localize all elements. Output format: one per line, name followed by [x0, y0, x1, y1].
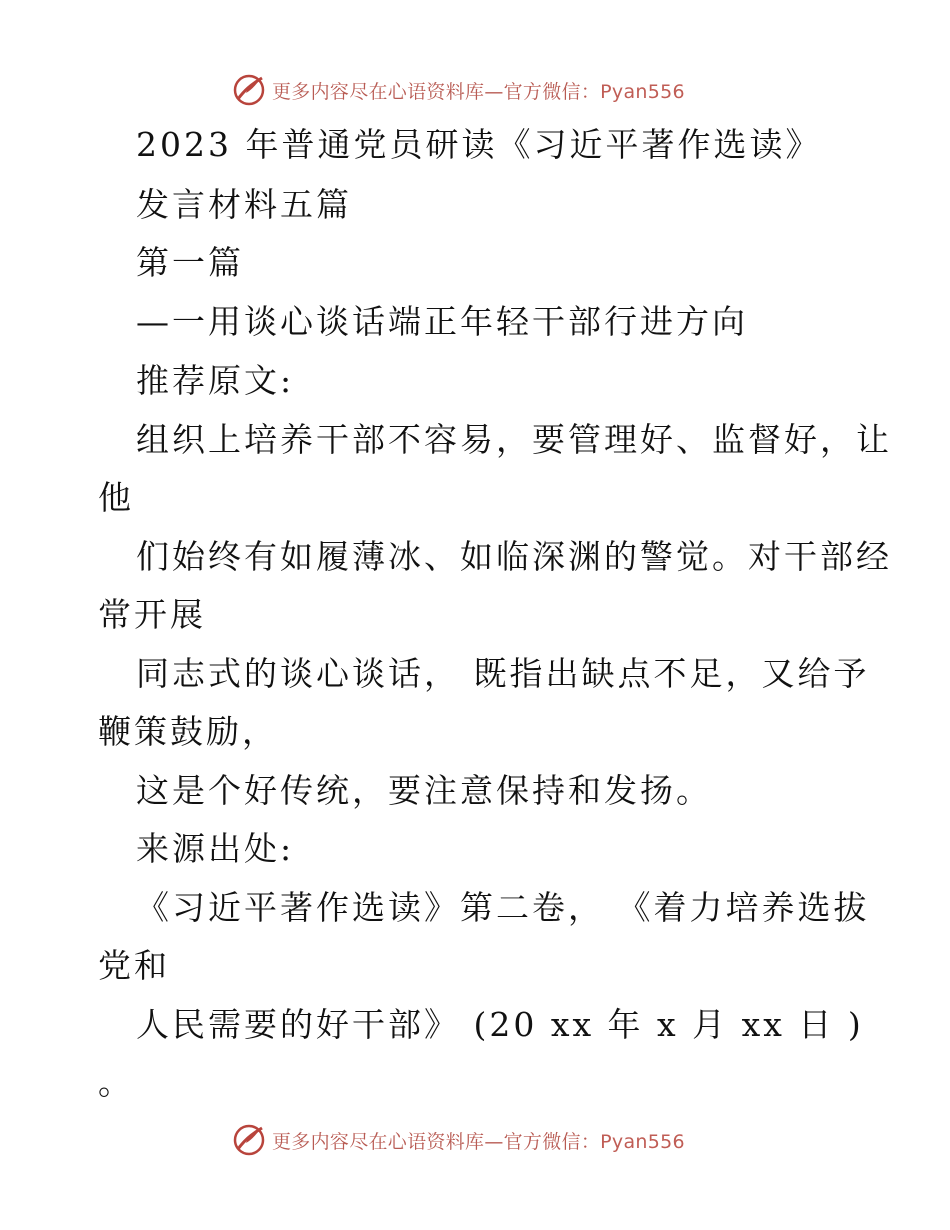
paragraph-label: 推荐原文:	[136, 361, 295, 400]
paragraph-line: 常开展	[98, 595, 206, 634]
document-subtitle: 发言材料五篇	[136, 185, 352, 224]
watermark-banner-top	[232, 70, 712, 110]
quill-logo-icon	[232, 73, 266, 107]
paragraph-line: 鞭策鼓励，	[98, 712, 278, 751]
paragraph-line: 组织上培养干部不容易，要管理好、监督好，让	[136, 420, 892, 459]
paragraph-line: 人民需要的好干部》 (20 xx 年 x 月 xx 日 )	[136, 1005, 864, 1044]
paragraph-line: 党和	[98, 946, 170, 985]
paragraph-line: 同志式的谈心谈话， 既指出缺点不足，又给予	[136, 654, 870, 693]
paragraph-line: 们始终有如履薄冰、如临深渊的警觉。对干部经	[136, 537, 892, 576]
paragraph-line: 。	[98, 1063, 134, 1102]
paragraph-line: 这是个好传统，要注意保持和发扬。	[136, 771, 712, 810]
paragraph-line: 他	[98, 478, 134, 517]
quill-logo-icon	[232, 1123, 266, 1157]
paragraph-label: 来源出处:	[136, 829, 295, 868]
watermark-text: 更多内容尽在心语资料库—官方微信：Pyan556	[272, 80, 685, 103]
watermark-text: 更多内容尽在心语资料库—官方微信：Pyan556	[272, 1130, 685, 1153]
document-title: 2023 年普通党员研读《习近平著作选读》	[136, 125, 822, 164]
watermark-banner-bottom	[232, 1120, 712, 1160]
section-subheading: —一用谈心谈话端正年轻干部行进方向	[136, 302, 748, 341]
section-heading: 第一篇	[136, 243, 244, 282]
paragraph-line: 《习近平著作选读》第二卷， 《着力培养选拔	[136, 888, 870, 927]
